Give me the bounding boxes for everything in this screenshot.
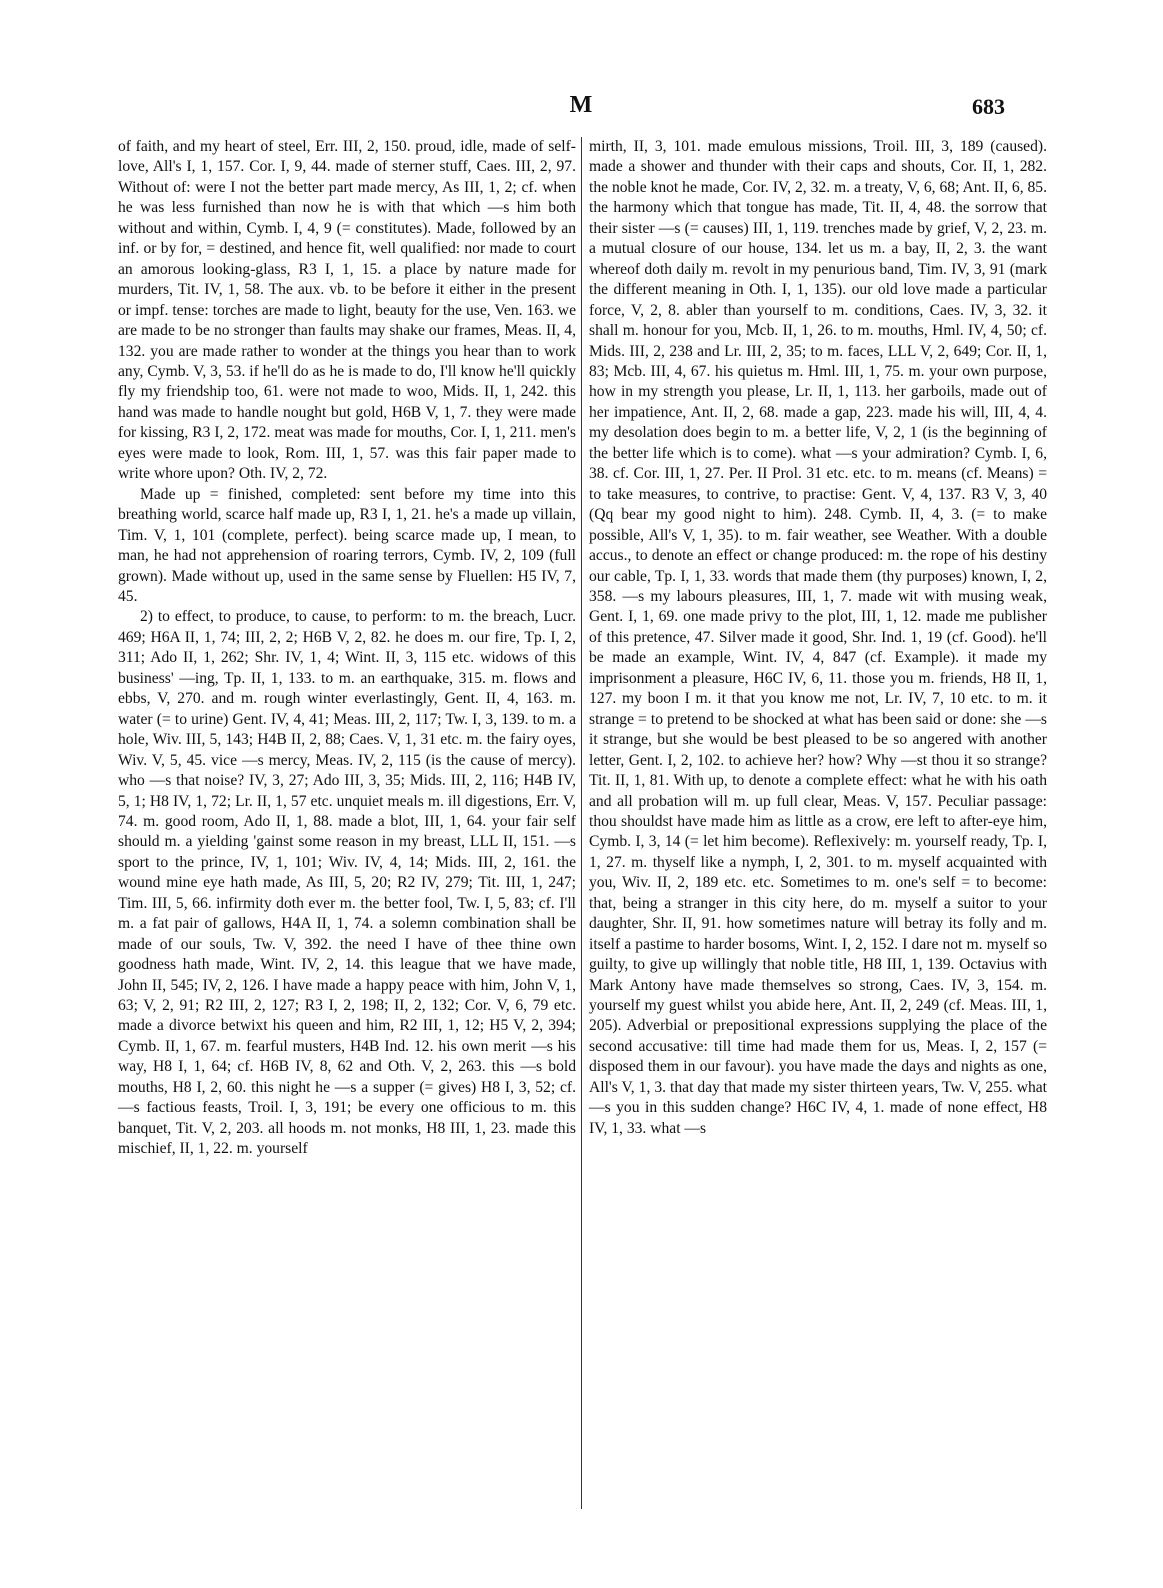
entry-paragraph: 2) to effect, to produce, to cause, to perform: to m. the breach, Lucr. 469; H6A II, 1, 74; III, 2, 2; H6B V, 2, 82. he does m. our fire, Tp. I, 2, 311; Ado II, 1, 262; Shr. IV, 1, 4; Wint. II, 3, 115 etc. widows of this business' —ing, Tp. II, 1, 133. to m. an earthquake, 315. m. flows and ebbs, V, 270. and m. rough winter everlastingly, Gent. II, 4, 163. m. water (= to urine) Gent. IV, 4, 41; Meas. III, 2, 117; Tw. I, 3, 139. to m. a hole, Wiv. III, 5, 143; H4B II, 2, 88; Caes. V, 1, 31 etc. m. the fairy oyes, Wiv. V, 5, 45. vice —s mercy, Meas. IV, 2, 115 (is the cause of mercy). who —s that noise? IV, 3, 27; Ado III, 3, 35; Mids. III, 2, 116; H4B IV, 5, 1; H8 IV, 1, 72; Lr. II, 1, 57 etc. unquiet meals m. ill digestions, Err. V, 74. m. good room, Ado II, 1, 88. made a blot, III, 1, 64. your fair self should m. a yielding 'gainst some reason in my breast, LLL II, 151. —s sport to the prince, IV, 1, 101; Wiv. IV, 4, 14; Mids. III, 2, 161. the wound mine eye hath made, As III, 5, 20; R2 IV, 279; Tit. III, 1, 247; Tim. III, 5, 66. infirmity doth ever m. the better fool, Tw. I, 5, 83; cf. I'll m. a fat pair of gallows, H4A II, 1, 74. a solemn combination shall be made of our souls, Tw. V, 392. the need I have of thee thine own goodness hath made, Wint. IV, 2, 14. this league that we have made, John II, 545; IV, 2, 126. I have made a happy peace with him, John V, 1, 63; V, 2, 91; R2 III, 2, 127; R3 I, 2, 198; II, 2, 132; Cor. V, 6, 79 etc. made a divorce betwixt his queen and him, R2 III, 1, 12; H5 V, 2, 394; Cymb. II, 1, 67. m. fearful musters, H4B Ind. 12. his own merit —s his way, H8 I, 1, 64; cf. H6B IV, 8, 62 and Oth. V, 2, 263. this —s bold mouths, H8 I, 2, 60. this night he —s a supper (= gives) H8 I, 3, 52; cf. —s factious feasts, Troil. I, 3, 191; be every one officious to m. this banquet, Tit. V, 2, 203. all hoods m. not monks, H8 III, 1, 23. made this mischief, II, 1, 22. m. yourself	[118, 608, 576, 1158]
running-head-letter: M	[569, 92, 594, 118]
entry-paragraph: of faith, and my heart of steel, Err. III, 2, 150. proud, idle, made of self-love, All's I, 1, 157. Cor. I, 9, 44. made of sterner stuff, Caes. III, 2, 97. Without of: were I not the better part made mercy, As III, 1, 2; cf. when he was less furnished than now he is with that which —s him both without and within, Cymb. I, 4, 9 (= constitutes). Made, followed by an inf. or by for, = destined, and hence fit, well qualified: nor made to court an amorous looking-glass, R3 I, 1, 15. a place by nature made for murders, Tit. IV, 1, 58. The aux. vb. to be before it either in the present or impf. tense: torches are made to light, beauty for the use, Ven. 163. we are made to be no stronger than faults may shake our frames, Meas. II, 4, 132. you are made rather to wonder at the things you hear than to work any, Cymb. V, 3, 53. if he'll do as he is made to do, I'll know he'll quickly fly my friendship too, 61. were not made to woo, Mids. II, 1, 242. this hand was made to handle nought but gold, H6B V, 1, 7. they were made for kissing, R3 I, 2, 172. meat was made for mouths, Cor. I, 1, 211. men's eyes were made to look, Rom. III, 1, 57. was this fair paper made to write whore upon? Oth. IV, 2, 72.	[118, 138, 576, 483]
entry-paragraph: Made up = finished, completed: sent before my time into this breathing world, scarce half made up, R3 I, 1, 21. he's a made up villain, Tim. V, 1, 101 (complete, perfect). being scarce made up, I mean, to man, he had not apprehension of roaring terrors, Cymb. IV, 2, 109 (full grown). Made without up, used in the same sense by Fluellen: H5 IV, 7, 45.	[118, 485, 576, 605]
left-column	[118, 137, 576, 1160]
page-number: 683	[972, 94, 1005, 119]
entry-paragraph: mirth, II, 3, 101. made emulous missions, Troil. III, 3, 189 (caused). made a shower and thunder with their caps and shouts, Cor. II, 1, 282. the noble knot he made, Cor. IV, 2, 32. m. a treaty, V, 6, 68; Ant. II, 6, 85. the harmony which that tongue has made, Tit. II, 4, 48. the sorrow that their sister —s (= causes) III, 1, 119. trenches made by grief, V, 2, 23. m. a mutual closure of our house, 134. let us m. a bay, II, 2, 3. the want whereof doth daily m. revolt in my penurious band, Tim. IV, 3, 91 (mark the different meaning in Oth. I, 1, 135). our old love made a particular force, V, 2, 8. abler than yourself to m. conditions, Caes. IV, 3, 32. it shall m. honour for you, Mcb. II, 1, 26. to m. mouths, Hml. IV, 4, 50; cf. Mids. III, 2, 238 and Lr. III, 2, 35; to m. faces, LLL V, 2, 649; Cor. II, 1, 83; Mcb. III, 4, 67. his quietus m. Hml. III, 1, 75. m. your own purpose, how in my strength you please, Lr. II, 1, 113. her garboils, made out of her impatience, Ant. II, 2, 68. made a gap, 223. made his will, III, 4, 4. my desolation does begin to m. a better life, V, 2, 1 (is the beginning of the better life which is to come). what —s your admiration? Cymb. I, 6, 38. cf. Cor. III, 1, 27. Per. II Prol. 31 etc. etc. to m. means (cf. Means) = to take measures, to contrive, to practise: Gent. V, 4, 137. R3 V, 3, 40 (Qq bear my good night to him). 248. Cymb. II, 4, 3. (= to make possible, All's V, 1, 35). to m. fair weather, see Weather. With a double accus., to denote an effect or change produced: m. the rope of his destiny our cable, Tp. I, 1, 33. words that made them (thy purposes) known, I, 2, 358. —s my labours pleasures, III, 1, 7. made wit with musing weak, Gent. I, 1, 69. one made privy to the plot, III, 1, 12. made me publisher of this pretence, 47. Silver made it good, Shr. Ind. 1, 19 (cf. Good). he'll be made an example, Wint. IV, 4, 847 (cf. Example). it made my imprisonment a pleasure, H6C IV, 6, 11. those you m. friends, H8 II, 1, 127. my boon I m. it that you know me not, Lr. IV, 7, 10 etc. to m. it strange = to pretend to be shocked at what has been said or done: she —s it strange, but she would be best pleased to be so angered with another letter, Gent. I, 2, 102. to achieve her? how? Why —st thou it so strange? Tit. II, 1, 81. With up, to denote a complete effect: what he with his oath and all probation will m. up full clear, Meas. V, 157. Peculiar passage: thou shouldst have made him as little as a crow, ere left to after-eye him, Cymb. I, 3, 14 (= let him become). Reflexively: m. yourself ready, Tp. I, 1, 27. m. thyself like a nymph, I, 2, 301. to m. myself acquainted with you, Wiv. II, 2, 189 etc. etc. Sometimes to m. one's self = to become: that, being a stranger in this city here, do m. myself a suitor to your daughter, Shr. II, 91. how sometimes nature will betray its folly and m. itself a pastime to harder bosoms, Wint. I, 2, 152. I dare not m. myself so guilty, to give up willingly that noble title, H8 III, 1, 139. Octavius with Mark Antony have made themselves so strong, Caes. IV, 3, 154. m. yourself my guest whilst you abide here, Ant. II, 2, 249 (cf. Meas. III, 1, 205). Adverbial or prepositional expressions supplying the place of the second accusative: till time had made them for us, Meas. I, 2, 157 (= disposed them in our favour). you have made the days and nights as one, All's V, 1, 3. that day that made my sister thirteen years, Tw. V, 255. what —s you in this sudden change? H6C IV, 4, 1. made of none effect, H8 IV, 1, 33. what —s	[589, 138, 1047, 1137]
right-column	[589, 137, 1047, 1139]
column-divider	[581, 137, 582, 1509]
